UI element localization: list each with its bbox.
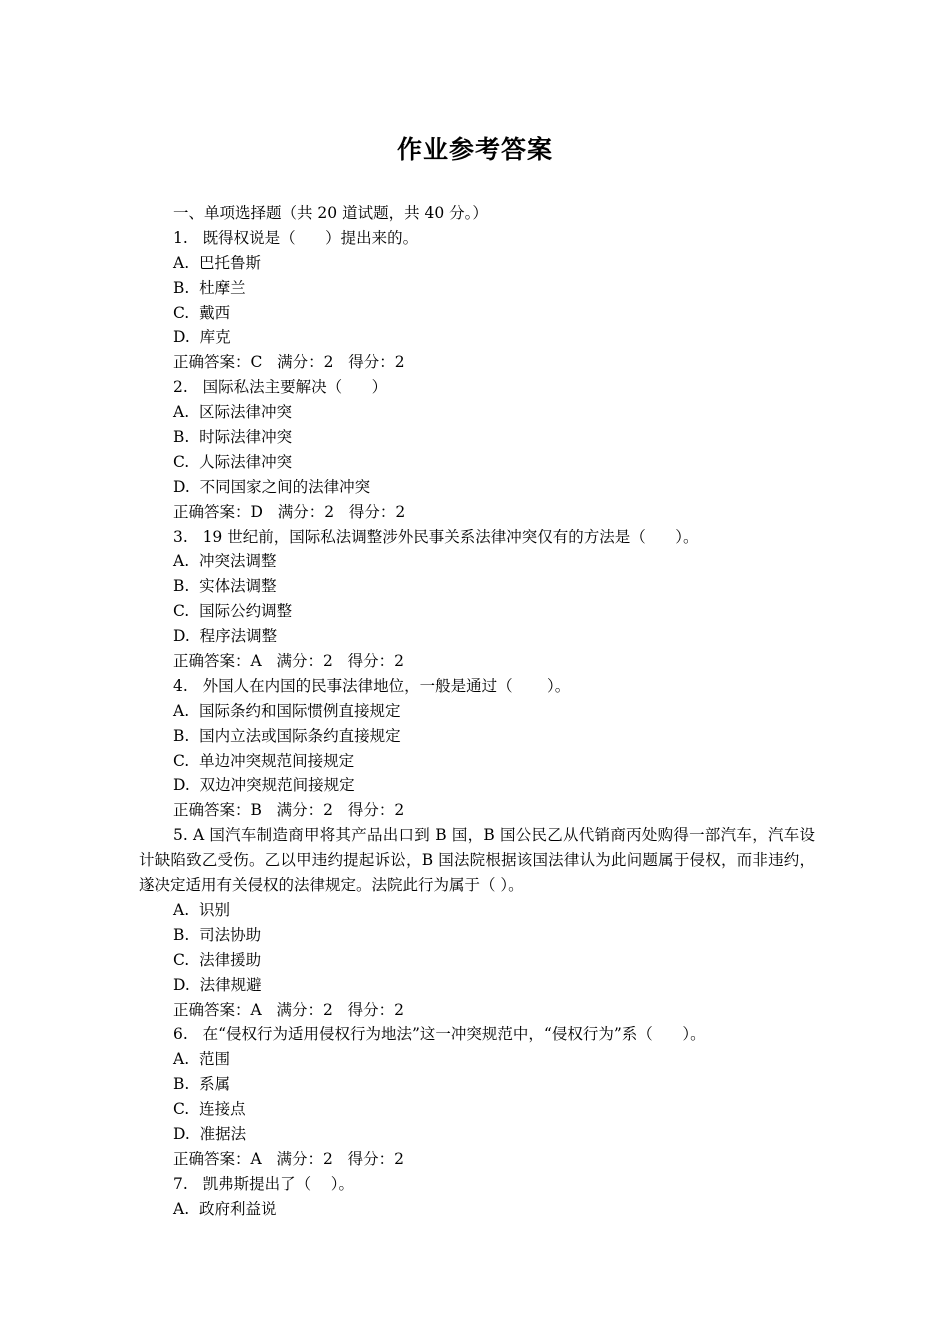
option-a: A. 区际法律冲突	[173, 403, 292, 422]
option-d: D. 双边冲突规范间接规定	[173, 776, 355, 795]
option-d: D. 程序法调整	[173, 627, 278, 646]
question-stem: 6. 在“侵权行为适用侵权行为地法”这一冲突规范中，“侵权行为”系（ ）。	[173, 1025, 706, 1044]
question-stem: 7. 凯弗斯提出了（ ）。	[173, 1174, 355, 1193]
option-a: A. 政府利益说	[173, 1199, 277, 1218]
document-body	[139, 201, 819, 1222]
question-stem: 2. 国际私法主要解决（ ）	[173, 378, 388, 397]
option-b: B. 实体法调整	[173, 577, 277, 596]
answer-line: 正确答案：D 满分：2 得分：2	[173, 502, 406, 521]
option-d: D. 准据法	[173, 1125, 247, 1143]
question-stem: 3. 19 世纪前，国际私法调整涉外民事关系法律冲突仅有的方法是（ ）。	[173, 527, 699, 546]
option-a: A. 识别	[173, 900, 230, 919]
question-stem: 1. 既得权说是（ ）提出来的。	[173, 228, 419, 247]
option-c: C. 戴西	[173, 303, 231, 322]
question-stem: 4. 外国人在内国的民事法律地位，一般是通过（ ）。	[173, 676, 571, 695]
option-d: D. 法律规避	[173, 975, 262, 994]
option-a: A. 范围	[173, 1050, 230, 1069]
option-c: C. 连接点	[173, 1100, 246, 1119]
option-a: A. 巴托鲁斯	[173, 253, 261, 272]
answer-line: 正确答案：B 满分：2 得分：2	[173, 801, 405, 820]
option-b: B. 时际法律冲突	[173, 428, 293, 447]
option-b: B. 司法协助	[173, 925, 262, 944]
question-stem: 5. A 国汽车制造商甲将其产品出口到 B 国，B 国公民乙从代销商丙处购得一部汽车，汽车设计缺陷致乙受伤。乙以甲违约提起诉讼，B 国法院根据该国法律认为此问题属于侵权，而非违约，遂决定适用有关侵权的法律规定。法院此行为属于（ ）。	[139, 826, 815, 895]
answer-line: 正确答案：A 满分：2 得分：2	[173, 1000, 404, 1019]
option-b: B. 杜摩兰	[173, 278, 246, 297]
page-title: 作业参考答案	[396, 135, 553, 164]
option-c: C. 人际法律冲突	[173, 452, 293, 471]
option-c: C. 单边冲突规范间接规定	[173, 751, 355, 770]
option-a: A. 冲突法调整	[173, 552, 277, 571]
option-d: D. 不同国家之间的法律冲突	[173, 477, 371, 496]
option-a: A. 国际条约和国际惯例直接规定	[173, 701, 401, 720]
option-b: B. 国内立法或国际条约直接规定	[173, 726, 401, 745]
section-heading: 一、单项选择题（共 20 道试题，共 40 分。）	[173, 204, 488, 222]
option-c: C. 国际公约调整	[173, 602, 293, 621]
answer-line: 正确答案：A 满分：2 得分：2	[173, 1149, 404, 1168]
answer-line: 正确答案：A 满分：2 得分：2	[173, 652, 404, 671]
option-d: D. 库克	[173, 328, 231, 347]
answer-line: 正确答案：C 满分：2 得分：2	[173, 353, 405, 372]
option-b: B. 系属	[173, 1075, 231, 1094]
option-c: C. 法律援助	[173, 950, 262, 969]
